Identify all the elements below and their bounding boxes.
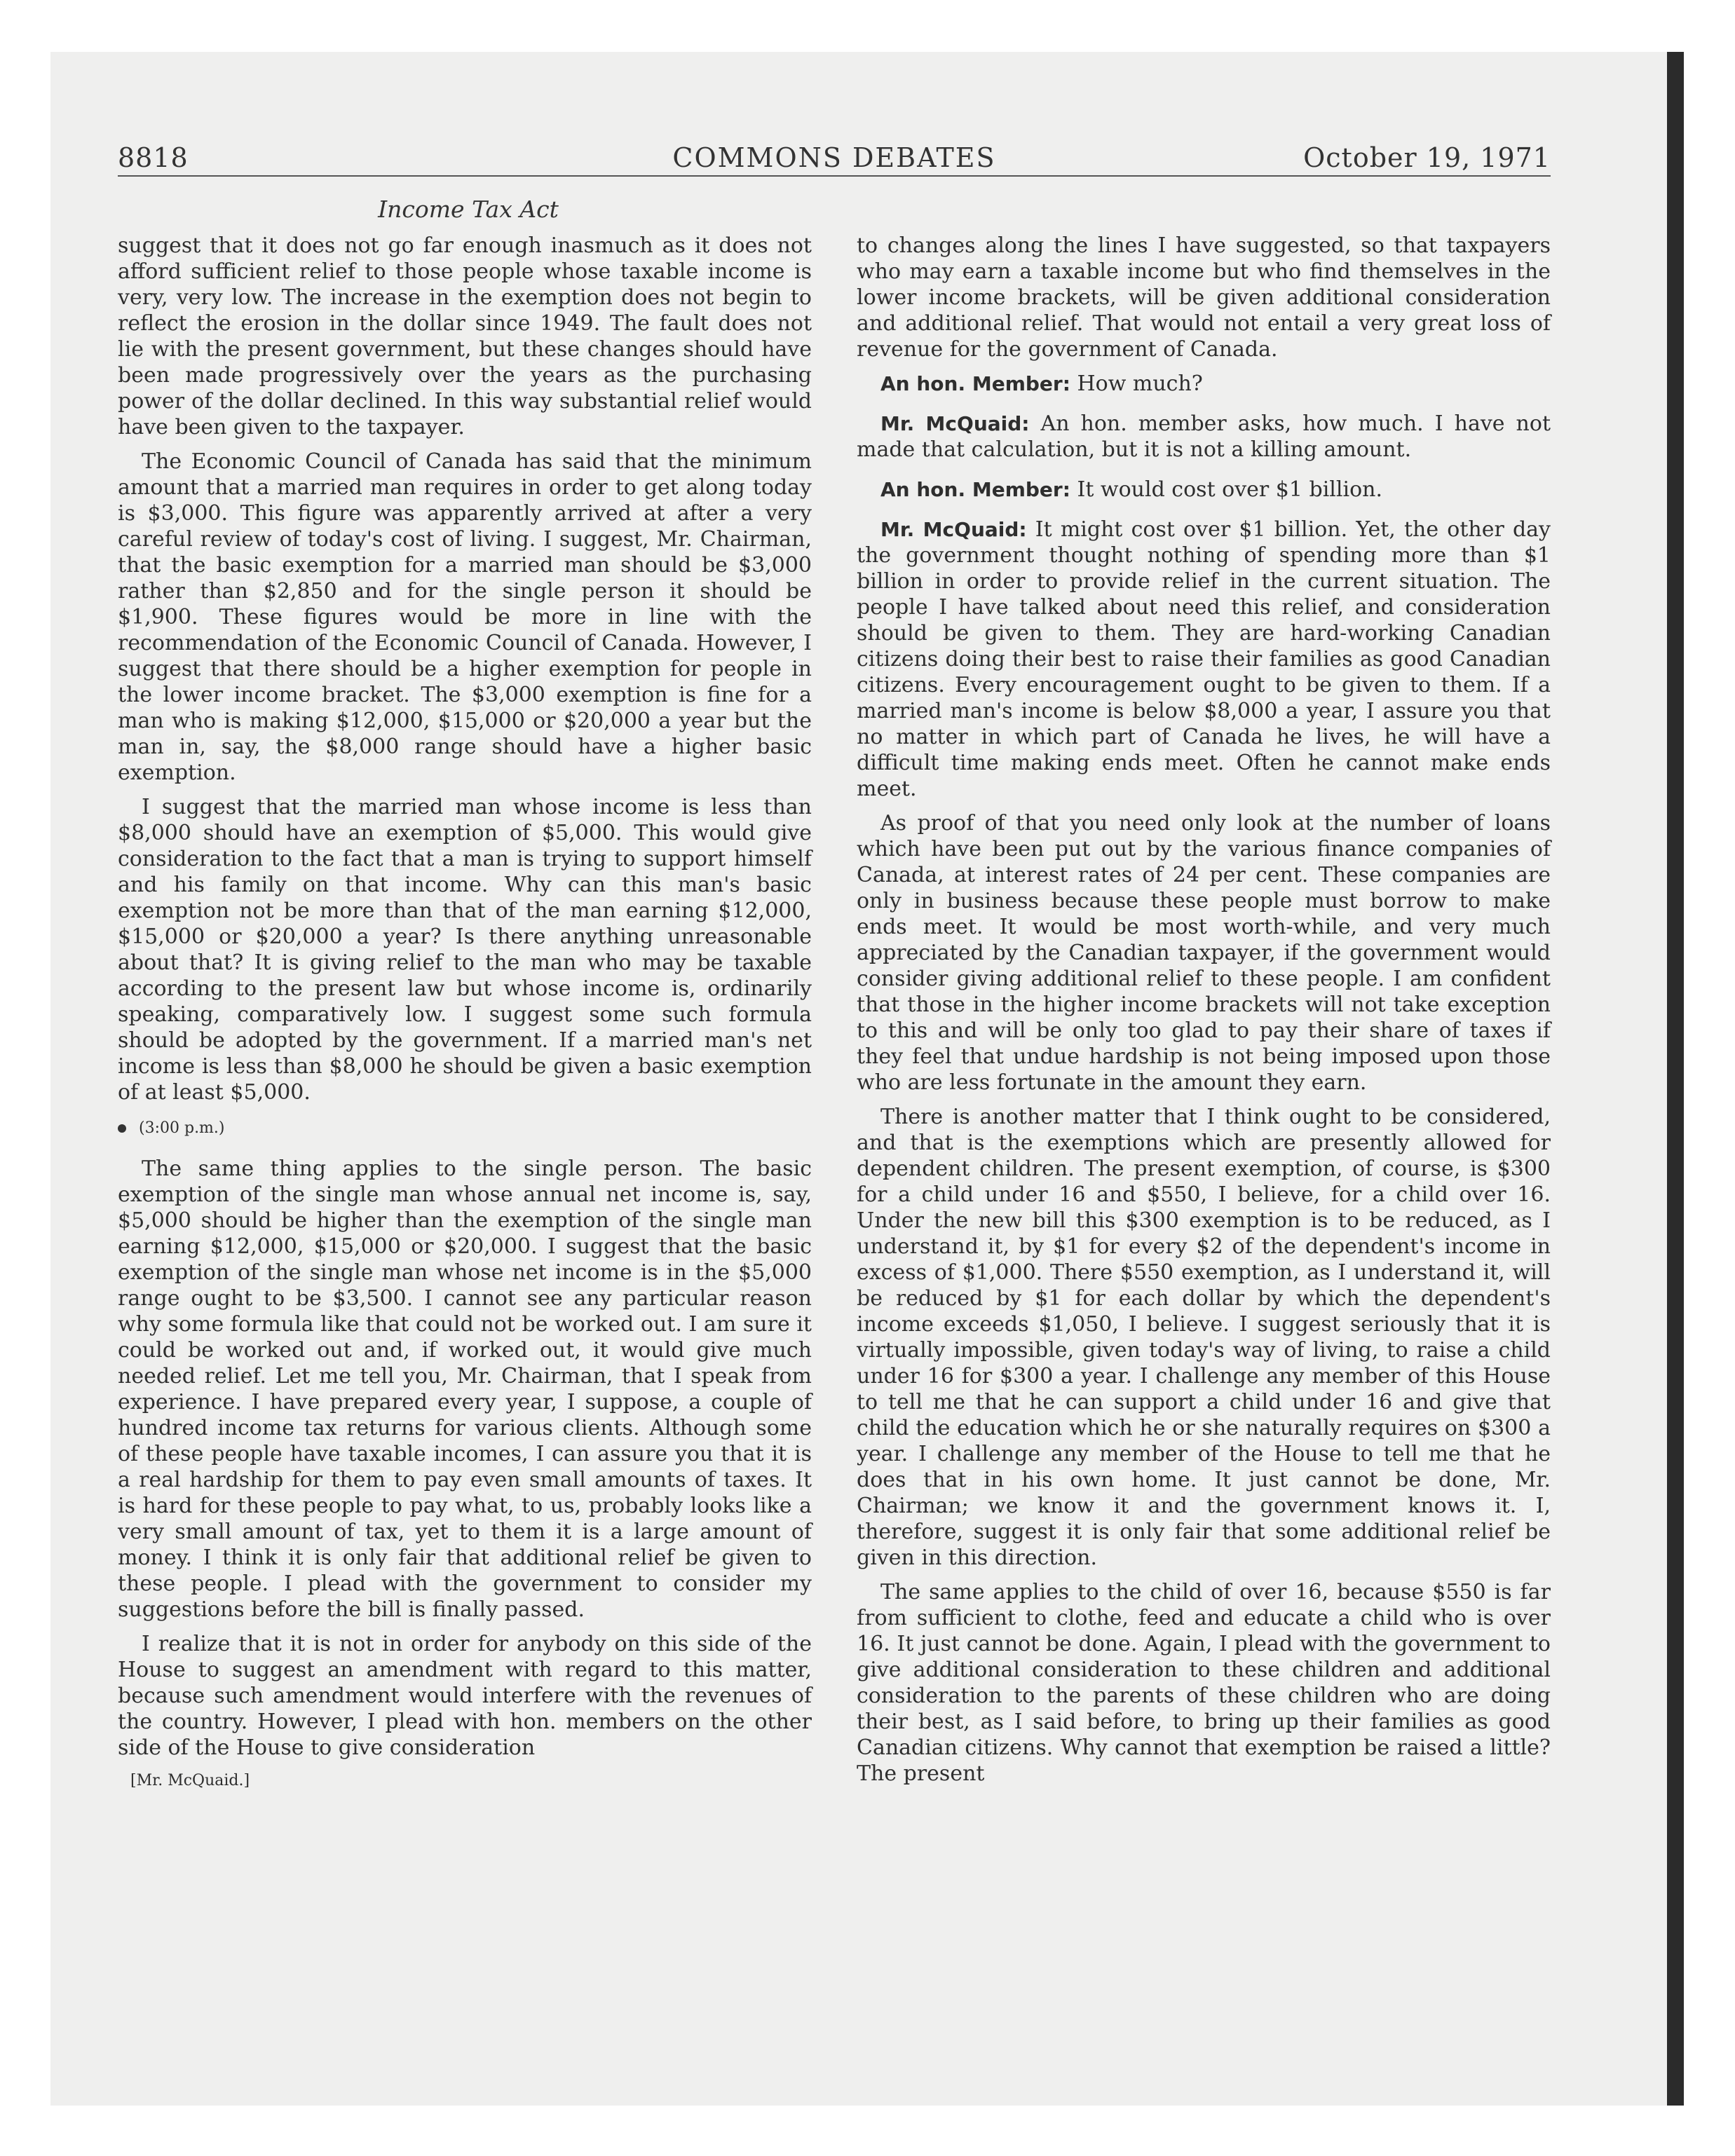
paragraph: There is another matter that I think ought to be considered, and that is the exemptions which are presently allowed for dependent children. The present exemption, of course, is $300 for a child under 16 and $550, I believe, for a child over 16. Under the new bill this $300 exemption is to be reduced, as I understand it, by $1 for every $2 of the dependent's income in excess of $1,000. There $550 exemption, as I understand it, will be reduced by $1 for each dollar by which the dependent's income exceeds $1,050, I believe. I suggest seriously that it is virtually impossible, given today's way of living, to raise a child under 16 for $300 a year. I challenge any member of this House to tell me that he can support a child under 16 and give that child the education which he or she naturally requires on $300 a year. I challenge any member of the House to tell me that he does that in his own home. It just cannot be done, Mr. Chairman; we know it and the government knows it. I, therefore, suggest it is only fair that some additional relief be given in this direction. xyxy=(857,1105,1551,1570)
speech-text: It might cost over $1 billion. Yet, the other day the government thought nothing of spending more than $1 billion in order to provide relief in the current situation. The people I have talked about need this relief, and consideration should be given to them. They are hard-working Canadian citizens doing their best to raise their families as good Canadian citizens. Every encouragement ought to be given to them. If a married man's income is below $8,000 a year, I assure you that no matter in which part of Canada he lives, he will have a difficult time making ends meet. Often he cannot make ends meet. xyxy=(857,517,1551,801)
paragraph: The same applies to the child of over 16, because $550 is far from sufficient to clothe, feed and educate a child who is over 16. It just cannot be done. Again, I plead with the government to give additional consideration to these children and additional consideration to the parents of these children who are doing their best, as I said before, to bring up their families as good Canadian citizens. Why cannot that exemption be raised a little? The present xyxy=(857,1580,1551,1786)
speaker-name: An hon. Member: xyxy=(880,478,1070,501)
paragraph: I suggest that the married man whose income is less than $8,000 should have an exemption of $5,000. This would give consideration to the fact that a man is trying to support himself and his family on that income. Why can this man's basic exemption not be more than that of the man earning $12,000, $15,000 or $20,000 a year? Is there anything unreasonable about that? It is giving relief to the man who may be taxable according to the present law but whose income is, ordinarily speaking, comparatively low. I suggest some such formula should be adopted by the government. If a married man's net income is less than $8,000 he should be given a basic exemption of at least $5,000. xyxy=(118,795,812,1105)
speech-entry xyxy=(857,477,1551,503)
bullet-icon xyxy=(118,1124,126,1133)
paragraph: The same thing applies to the single person. The basic exemption of the single man whose annual net income is, say, $5,000 should be higher than the exemption of the single man earning $12,000, $15,000 or $20,000. I suggest that the basic exemption of the single man whose net income is in the $5,000 range ought to be $3,500. I cannot see any particular reason why some formula like that could not be worked out. I am sure it could be worked out and, if worked out, it would give much needed relief. Let me tell you, Mr. Chairman, that I speak from experience. I have prepared every year, I suppose, a couple of hundred income tax returns for various clients. Although some of these people have taxable incomes, I can assure you that it is a real hardship for them to pay even small amounts of taxes. It is hard for these people to pay what, to us, probably looks like a very small amount of tax, yet to them it is a large amount of money. I think it is only fair that additional relief be given to these people. I plead with the government to consider my suggestions before the bill is finally passed. xyxy=(118,1157,812,1622)
speaker-name: Mr. McQuaid: xyxy=(880,518,1027,541)
speech-entry xyxy=(857,371,1551,397)
speech-entry xyxy=(857,411,1551,463)
speech-text: It would cost over $1 billion. xyxy=(1077,477,1383,502)
speech-text: An hon. member asks, how much. I have not made that calculation, but it is not a killing amount. xyxy=(857,411,1551,462)
left-column xyxy=(118,233,812,1792)
paragraph: suggest that it does not go far enough inasmuch as it does not afford sufficient relief to those people whose taxable income is very, very low. The increase in the exemption does not begin to reflect the erosion in the dollar since 1949. The fault does not lie with the present government, but these changes should have been made progressively over the years as the purchasing power of the dollar declined. In this way substantial relief would have been given to the taxpayer. xyxy=(118,233,812,439)
speech-entry xyxy=(857,517,1551,802)
scan-edge-shadow xyxy=(1667,52,1684,2106)
page-header xyxy=(118,140,1551,175)
issue-date: October 19, 1971 xyxy=(1303,142,1551,173)
paragraph: I realize that it is not in order for anybody on this side of the House to suggest an amendment with regard to this matter, because such amendment would interfere with the revenues of the country. However, I plead with hon. members on the other side of the House to give consideration xyxy=(118,1632,812,1760)
section-title: Income Tax Act xyxy=(378,196,559,223)
paragraph: to changes along the lines I have suggested, so that taxpayers who may earn a taxable income but who find themselves in the lower income brackets, will be given additional consideration and additional relief. That would not entail a very great loss of revenue for the government of Canada. xyxy=(857,233,1551,362)
journal-title: COMMONS DEBATES xyxy=(672,142,996,173)
speaker-name: Mr. McQuaid: xyxy=(880,412,1030,435)
timestamp xyxy=(118,1118,812,1139)
speech-text: How much? xyxy=(1077,371,1203,396)
speaker-footer-note: [Mr. McQuaid.] xyxy=(130,1772,250,1789)
paragraph: The Economic Council of Canada has said that the minimum amount that a married man requires in order to get along today is $3,000. This figure was apparently arrived at after a very careful review of today's cost of living. I suggest, Mr. Chairman, that the basic exemption for a married man should be $3,000 rather than $2,850 and for the single person it should be $1,900. These figures would be more in line with the recommendation of the Economic Council of Canada. However, I suggest that there should be a higher exemption for people in the lower income bracket. The $3,000 exemption is fine for a man who is making $12,000, $15,000 or $20,000 a year but the man in, say, the $8,000 range should have a higher basic exemption. xyxy=(118,449,812,785)
header-rule xyxy=(118,175,1551,177)
right-column xyxy=(857,233,1551,1795)
timestamp-text: (3:00 p.m.) xyxy=(139,1119,225,1137)
page-number: 8818 xyxy=(118,142,189,173)
paragraph: As proof of that you need only look at the number of loans which have been put out by the various finance companies of Canada, at interest rates of 24 per cent. These companies are only in business because these people must borrow to make ends meet. It would be most worth-while, and very much appreciated by the Canadian taxpayer, if the government would consider giving additional relief to these people. I am confident that those in the higher income brackets will not take exception to this and will be only too glad to pay their share of taxes if they feel that undue hardship is not being imposed upon those who are less fortunate in the amount they earn. xyxy=(857,811,1551,1095)
speaker-name: An hon. Member: xyxy=(880,372,1070,395)
